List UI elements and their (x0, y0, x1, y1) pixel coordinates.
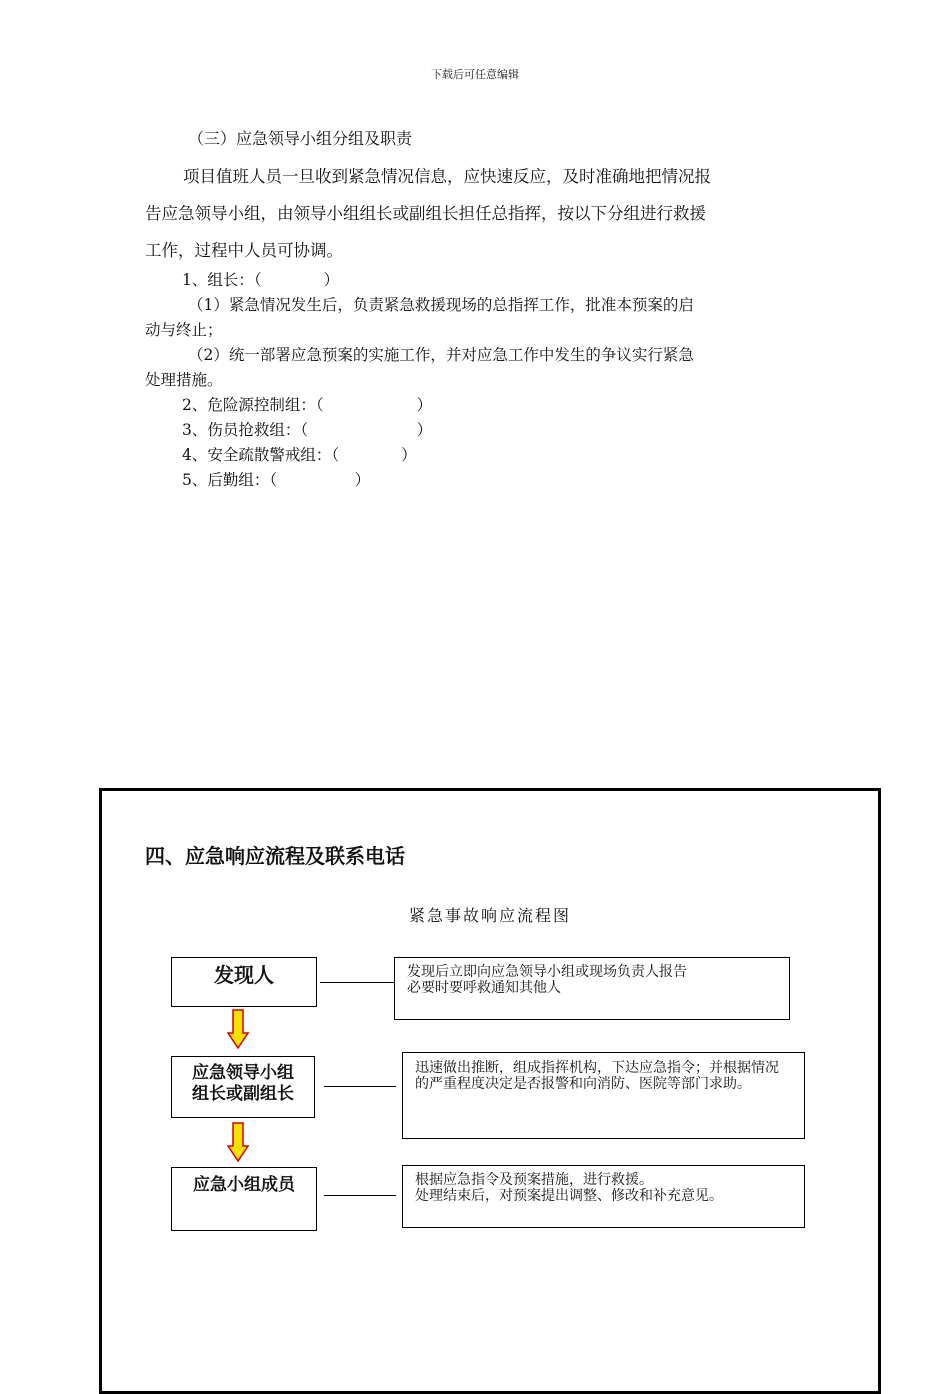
desc-1-line-1: 发现后立即向应急领导小组或现场负责人报告 (407, 964, 687, 980)
down-arrow-icon (227, 1009, 249, 1049)
desc-1-line-2: 必要时要呼救通知其他人 (407, 980, 561, 996)
duty-1-line-1: （1）紧急情况发生后，负责紧急救援现场的总指挥工作，批准本预案的启 (188, 296, 694, 314)
section-4-title: 四、应急响应流程及联系电话 (145, 844, 405, 868)
node-team-members (171, 1167, 317, 1231)
duty-1-line-2: 动与终止； (145, 321, 223, 339)
node-leader-group (171, 1056, 315, 1118)
intro-paragraph (145, 158, 805, 269)
down-arrow-icon (227, 1122, 249, 1162)
node-discoverer-label: 发现人 (214, 963, 274, 987)
group-hazard-control: 2、危险源控制组：（ ） (182, 396, 433, 414)
desc-3-line-1: 根据应急指令及预案措施，进行救援。 (415, 1172, 653, 1188)
duty-2-line-2: 处理措施。 (145, 371, 223, 389)
para-line-2: 告应急领导小组，由领导小组组长或副组长担任总指挥，按以下分组进行救援 (145, 204, 706, 223)
section-title: （三）应急领导小组分组及职责 (188, 129, 413, 148)
node-leader-label-line-1: 应急领导小组 (192, 1063, 294, 1083)
desc-box-1 (394, 957, 790, 1020)
group-logistics: 5、后勤组：（ ） (182, 471, 371, 489)
desc-2-text: 迅速做出推断，组成指挥机构，下达应急指令；并根据情况的严重程度决定是否报警和向消防、医院等部门求助。 (415, 1060, 779, 1092)
group-leader: 1、组长：（ ） (182, 271, 340, 289)
group-evacuation: 4、安全疏散警戒组：（ ） (182, 446, 417, 464)
group-rescue: 3、伤员抢救组：（ ） (182, 421, 433, 439)
page-header: 下载后可任意编辑 (431, 68, 519, 81)
node-discoverer (171, 957, 317, 1007)
flowchart-title: 紧急事故响应流程图 (408, 906, 571, 925)
connector-line-2 (324, 1086, 396, 1087)
node-team-label: 应急小组成员 (193, 1175, 295, 1195)
desc-box-2 (402, 1052, 805, 1139)
duty-2-line-1: （2）统一部署应急预案的实施工作，并对应急工作中发生的争议实行紧急 (188, 346, 694, 364)
desc-3-line-2: 处理结束后，对预案提出调整、修改和补充意见。 (415, 1188, 723, 1204)
para-line-1: 项目值班人员一旦收到紧急情况信息，应快速反应，及时准确地把情况报 (183, 167, 711, 186)
connector-line-1 (320, 982, 394, 983)
desc-box-3 (402, 1165, 805, 1228)
para-line-3: 工作，过程中人员可协调。 (145, 241, 343, 260)
connector-line-3 (324, 1195, 396, 1196)
node-leader-label-line-2: 组长或副组长 (192, 1084, 294, 1104)
